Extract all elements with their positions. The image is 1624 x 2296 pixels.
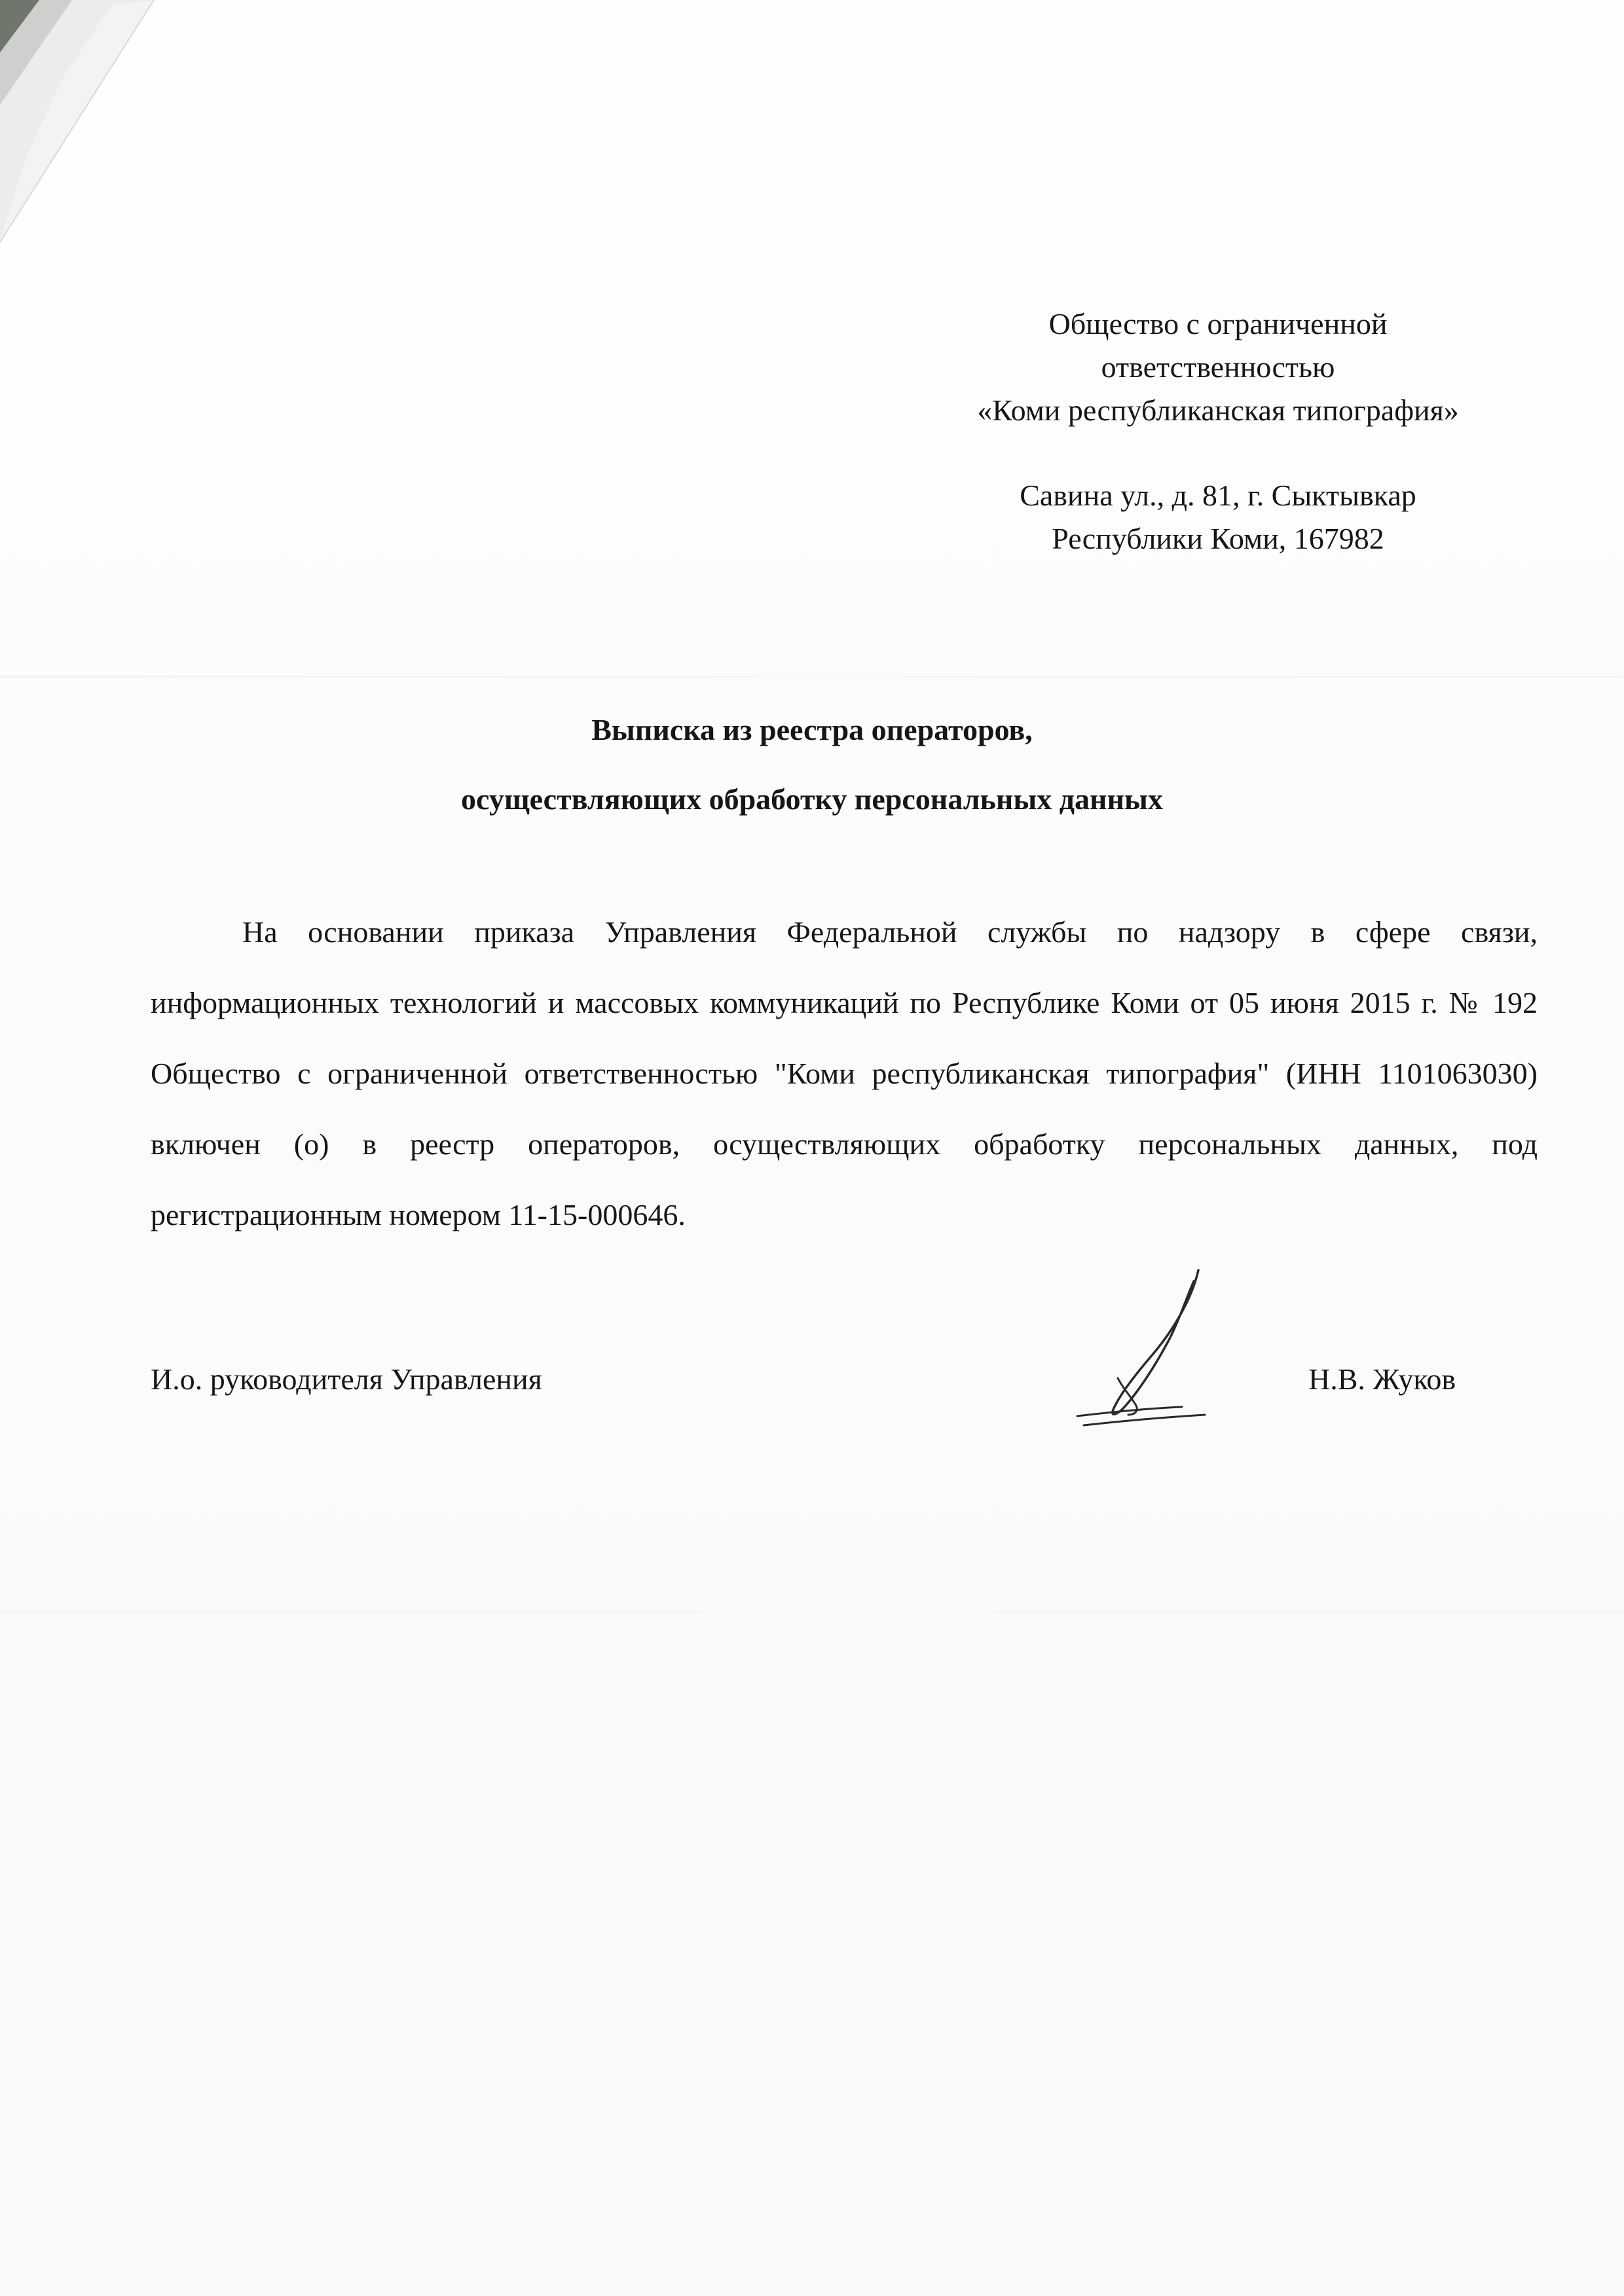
addressee-line: Общество с ограниченной bbox=[1048, 307, 1388, 340]
folded-corner-icon bbox=[0, 0, 170, 249]
title-line: Выписка из реестра операторов, bbox=[591, 713, 1033, 746]
paper-crease bbox=[0, 1611, 1624, 1613]
addressee-line: ответственностью bbox=[1101, 350, 1335, 384]
addressee-block bbox=[832, 302, 1604, 560]
paper-crease bbox=[0, 676, 1624, 678]
handwritten-signature-icon bbox=[1058, 1260, 1267, 1430]
addressee-address: Республики Коми, 167982 bbox=[1052, 522, 1384, 555]
signatory-position: И.о. руководителя Управления bbox=[151, 1362, 542, 1396]
addressee-address: Савина ул., д. 81, г. Сыктывкар bbox=[1020, 479, 1416, 512]
signatory-name: Н.В. Жуков bbox=[1308, 1362, 1456, 1396]
title-line: осуществляющих обработку персональных данных bbox=[461, 782, 1163, 816]
body-paragraph: На основании приказа Управления Федеральной службы по надзору в сфере связи, информационных технологий и массовых коммуникаций по Республике Коми от 05 июня 2015 г. № 192 Общество с ограниченной ответственностью "Коми республиканская типография" (ИНН 1101063030) включен (о) в реестр операторов, осуществляющих обработку персональных данных, под регистрационным номером 11-15-000646. bbox=[151, 915, 1538, 1231]
document-title bbox=[131, 695, 1493, 834]
addressee-line: «Коми республиканская типография» bbox=[977, 393, 1459, 427]
